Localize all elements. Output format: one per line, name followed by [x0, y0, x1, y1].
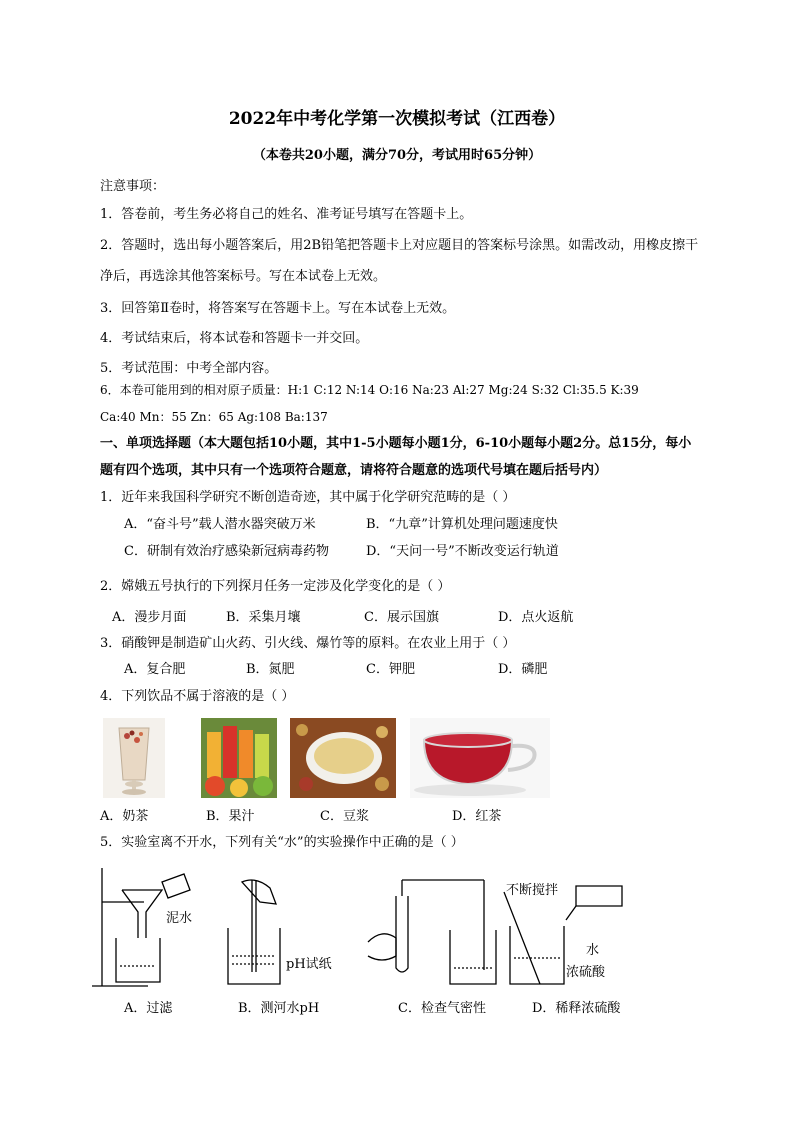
- option-5d: D．稀释浓硫酸: [532, 1001, 621, 1016]
- option-3c: C．钾肥: [366, 662, 415, 677]
- option-3a: A．复合肥: [124, 662, 186, 677]
- option-5b: B．测河水pH: [238, 1001, 320, 1016]
- notice-item: 6．本卷可能用到的相对原子质量：H:1 C:12 N:14 O:16 Na:23 Al:27 Mg:24 S:32 Cl:35.5 K:39: [100, 383, 639, 397]
- question-stem-4: 4．下列饮品不属于溶液的是（ ）: [100, 689, 295, 704]
- airtightness-diagram: [362, 872, 498, 992]
- notice-item: 净后，再选涂其他答案标号。写在本试卷上无效。: [100, 269, 387, 284]
- notice-item: Ca:40 Mn：55 Zn：65 Ag:108 Ba:137: [100, 410, 328, 424]
- water-label: 水: [586, 943, 600, 958]
- page-title: 2022年中考化学第一次模拟考试（江西卷）: [228, 109, 566, 129]
- question-stem-5: 5．实验室离不开水，下列有关“水”的实验操作中正确的是（ ）: [100, 835, 464, 850]
- red-tea-image: [410, 718, 550, 798]
- option-1a: A．“奋斗号”载人潜水器突破万米: [124, 517, 316, 532]
- question-stem-2: 2．嫦娥五号执行的下列探月任务一定涉及化学变化的是（ ）: [100, 579, 451, 594]
- option-1d: D．“天问一号”不断改变运行轨道: [366, 544, 559, 559]
- section-heading: 一、单项选择题（本大题包括10小题，其中1-5小题每小题1分，6-10小题每小题2分。总15分，每小: [100, 436, 692, 451]
- option-3b: B．氮肥: [246, 662, 295, 677]
- stir-label: 不断搅拌: [506, 883, 559, 898]
- option-3d: D．磷肥: [498, 662, 548, 677]
- option-5c: C．检查气密性: [398, 1001, 486, 1016]
- notice-heading: 注意事项：: [100, 179, 166, 194]
- section-heading: 题有四个选项，其中只有一个选项符合题意，请将符合题意的选项代号填在题后括号内）: [100, 463, 608, 478]
- milk-tea-image: [103, 718, 165, 798]
- fruit-juice-image: [201, 718, 277, 798]
- option-2c: C．展示国旗: [364, 610, 439, 625]
- ph-paper-label: pH试纸: [286, 957, 332, 972]
- notice-item: 3．回答第Ⅱ卷时，将答案写在答题卡上。写在本试卷上无效。: [100, 301, 456, 316]
- mud-water-label: 泥水: [166, 911, 193, 926]
- question-stem-3: 3．硝酸钾是制造矿山火药、引火线、爆竹等的原料。在农业上用于（ ）: [100, 636, 516, 651]
- acid-label: 浓硫酸: [566, 965, 606, 980]
- option-4a: A．奶茶: [100, 809, 149, 824]
- ph-test-diagram: [212, 872, 296, 992]
- option-1c: C．研制有效治疗感染新冠病毒药物: [124, 544, 329, 559]
- notice-item: 1．答卷前，考生务必将自己的姓名、准考证号填写在答题卡上。: [100, 207, 473, 222]
- page-subtitle: （本卷共20小题，满分70分，考试用时65分钟）: [252, 148, 542, 163]
- notice-item: 4．考试结束后，将本试卷和答题卡一并交回。: [100, 331, 369, 346]
- option-1b: B．“九章”计算机处理问题速度快: [366, 517, 558, 532]
- option-2b: B．采集月壤: [226, 610, 301, 625]
- notice-item: 2．答题时，选出每小题答案后，用2B铅笔把答题卡上对应题目的答案标号涂黑。如需改动，用橡皮擦干: [100, 238, 699, 253]
- option-5a: A．过滤: [124, 1001, 173, 1016]
- option-4c: C．豆浆: [320, 809, 369, 824]
- soy-milk-image: [290, 718, 396, 798]
- option-2d: D．点火返航: [498, 610, 574, 625]
- question-stem-1: 1．近年来我国科学研究不断创造奇迹，其中属于化学研究范畴的是（ ）: [100, 490, 516, 505]
- option-4d: D．红茶: [452, 809, 502, 824]
- notice-item: 5．考试范围：中考全部内容。: [100, 361, 278, 376]
- option-2a: A．漫步月面: [112, 610, 187, 625]
- option-4b: B．果汁: [206, 809, 255, 824]
